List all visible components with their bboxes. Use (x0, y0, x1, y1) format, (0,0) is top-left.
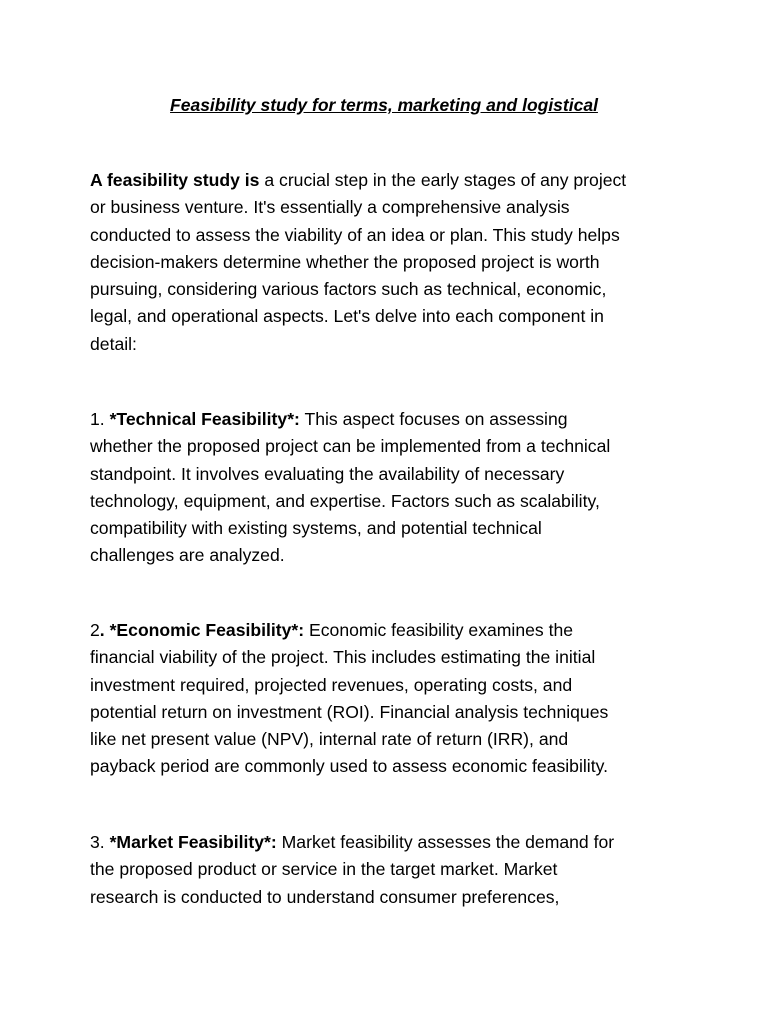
section-line-5: like net present value (NPV), internal rate of return (IRR), and (90, 729, 569, 750)
section-line-6: challenges are analyzed. (90, 545, 285, 566)
section-line-4: potential return on investment (ROI). Financial analysis techniques (90, 701, 609, 722)
technical-feasibility-section (90, 406, 690, 570)
intro-line-6: legal, and operational aspects. Let's delve into each component in (90, 306, 604, 327)
section-line-3: investment required, projected revenues, operating costs, and (90, 674, 573, 695)
section-number: 2 (90, 620, 100, 640)
economic-feasibility-section (90, 617, 690, 781)
section-heading: . *Economic Feasibility*: (99, 620, 305, 640)
intro-line-3: conducted to assess the viability of an idea or plan. This study helps (90, 224, 620, 245)
section-line-4: technology, equipment, and expertise. Factors such as scalability, (90, 490, 600, 511)
intro-line-1: a crucial step in the early stages of any project (259, 170, 627, 190)
section-line-3: standpoint. It involves evaluating the availability of necessary (90, 463, 565, 484)
document-title: Feasibility study for terms, marketing and logistical (170, 95, 598, 115)
section-heading: *Technical Feasibility*: (109, 409, 300, 429)
paragraph-line (90, 167, 690, 194)
intro-line-4: decision-makers determine whether the proposed project is worth (90, 251, 600, 272)
intro-line-7: detail: (90, 333, 137, 354)
paragraph-line (90, 406, 690, 433)
intro-line-5: pursuing, considering various factors such as technical, economic, (90, 279, 607, 300)
section-line-6: payback period are commonly used to assess economic feasibility. (90, 756, 608, 777)
section-line-2: financial viability of the project. This includes estimating the initial (90, 647, 596, 668)
section-line-3: research is conducted to understand consumer preferences, (90, 886, 560, 907)
paragraph-line (90, 829, 690, 856)
section-heading: *Market Feasibility*: (109, 832, 277, 852)
section-line-1: Market feasibility assesses the demand for (276, 832, 615, 852)
section-line-1: Economic feasibility examines the (304, 620, 574, 640)
intro-line-2: or business venture. It's essentially a comprehensive analysis (90, 197, 570, 218)
section-line-2: the proposed product or service in the target market. Market (90, 859, 558, 880)
section-line-1: This aspect focuses on assessing (299, 409, 568, 429)
section-line-5: compatibility with existing systems, and potential technical (90, 518, 542, 539)
intro-lead-bold: A feasibility study is (90, 170, 260, 190)
section-number: 1. (90, 409, 110, 429)
market-feasibility-section (90, 829, 690, 911)
paragraph-line (90, 617, 690, 644)
section-number: 3. (90, 832, 110, 852)
intro-paragraph (90, 167, 690, 358)
section-line-2: whether the proposed project can be implemented from a technical (90, 436, 611, 457)
